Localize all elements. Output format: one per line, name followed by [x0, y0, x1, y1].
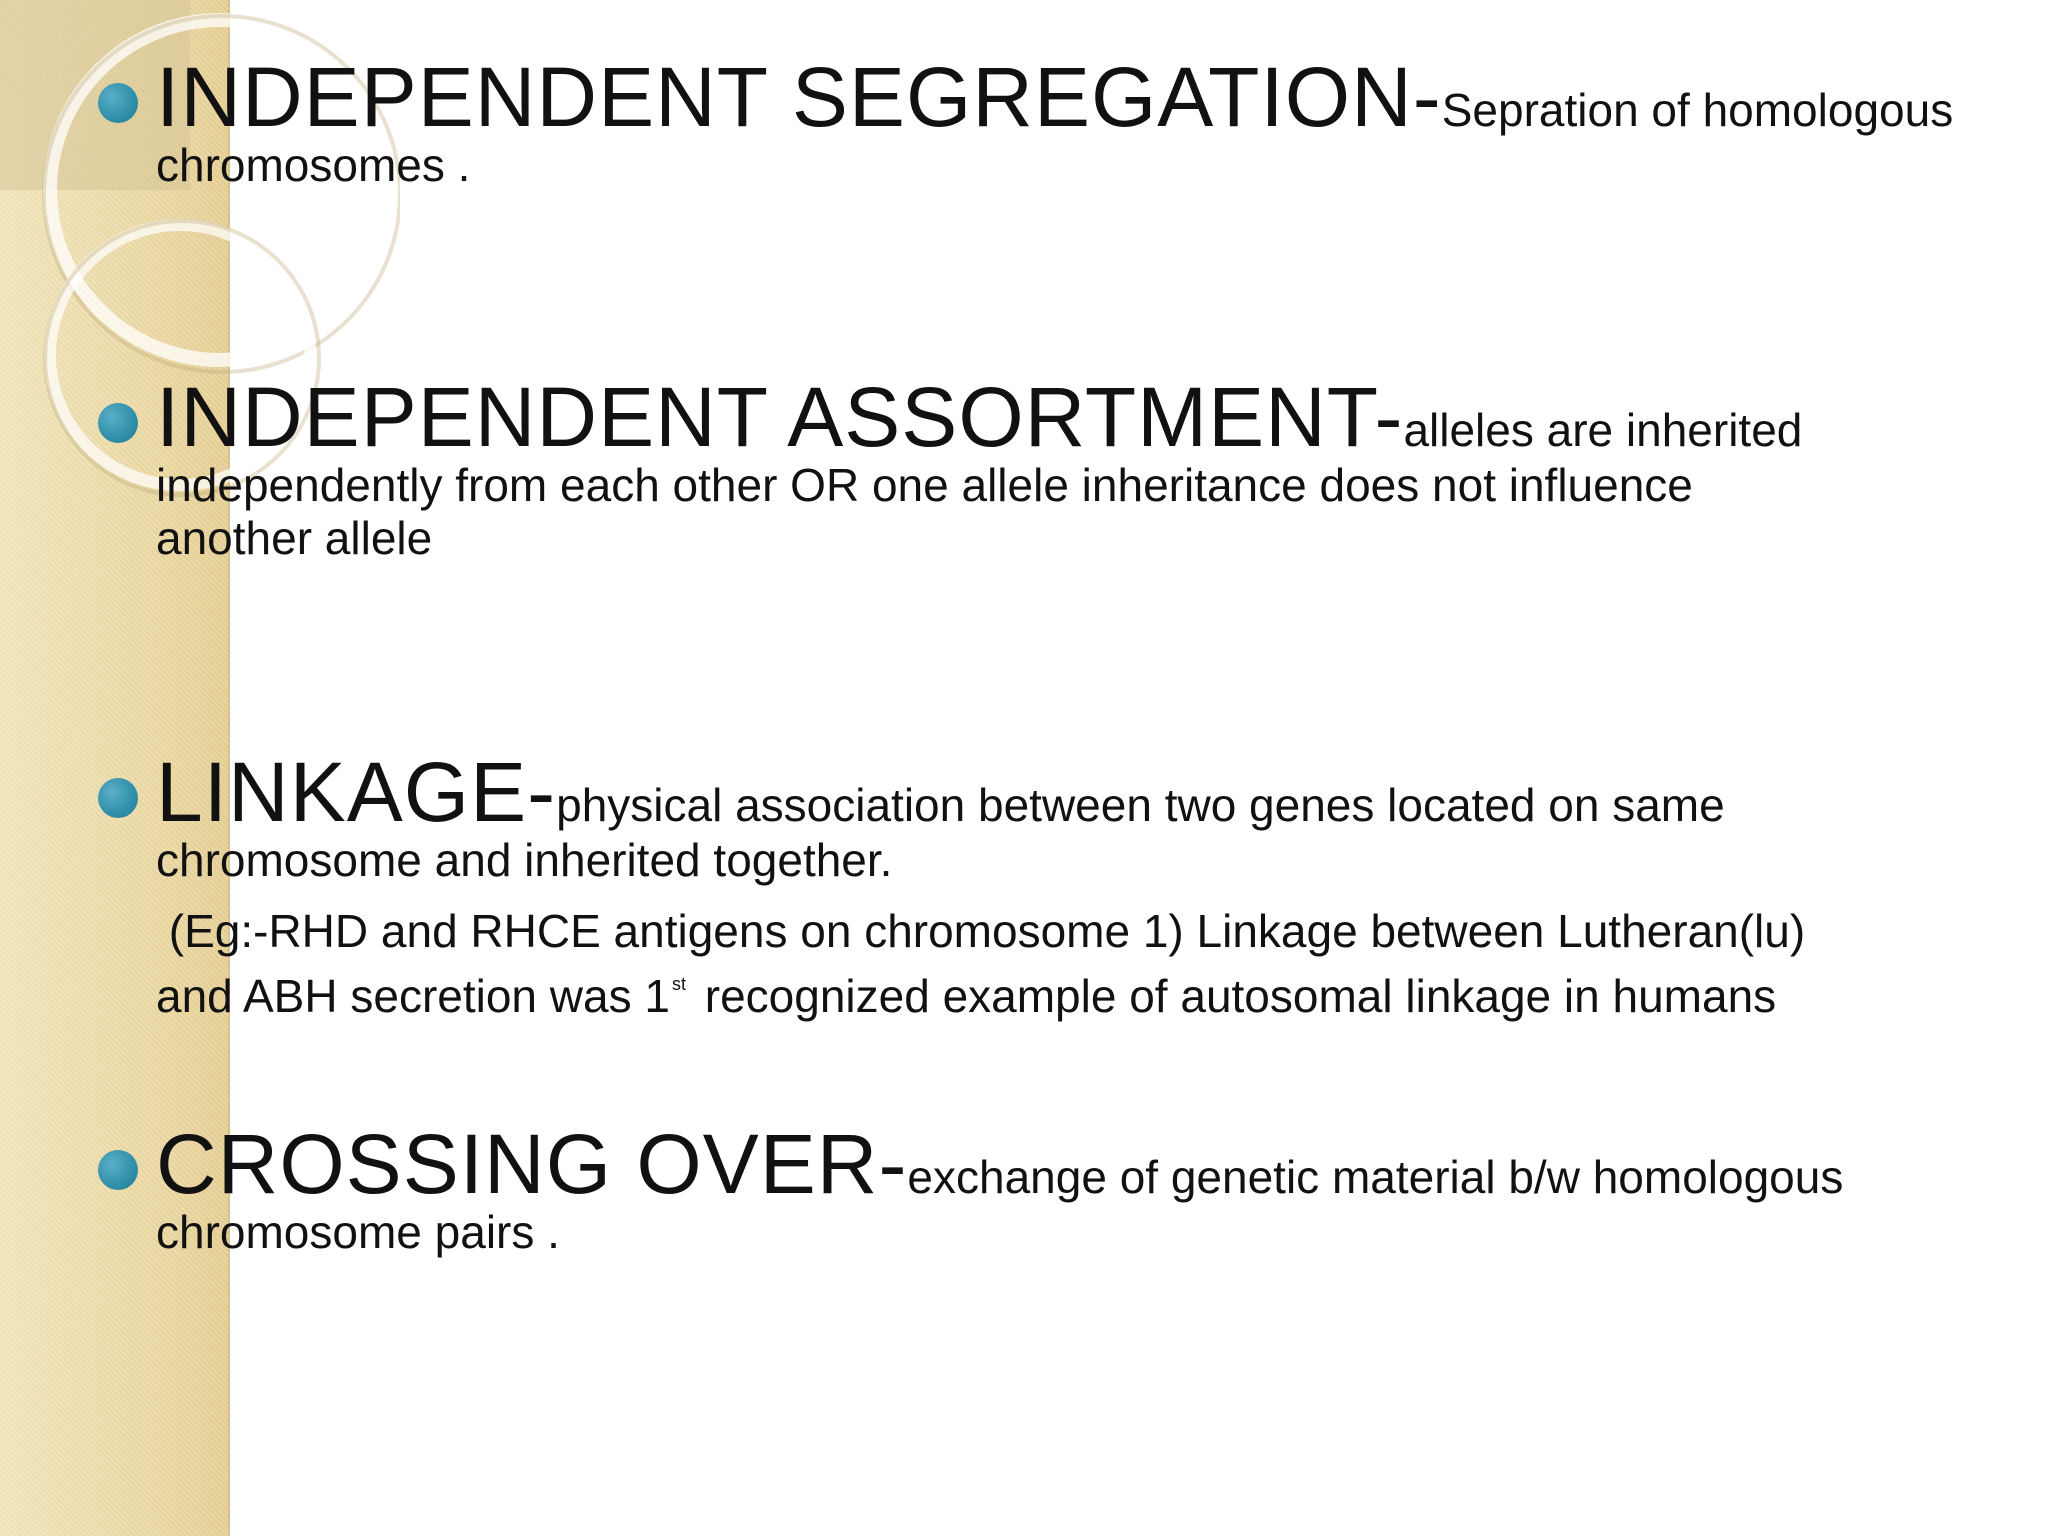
bullet-heading-line [156, 745, 1956, 839]
definition-continued: chromosome pairs . [156, 1206, 560, 1258]
definition-continued: chromosomes . [156, 139, 471, 191]
term: LINKAGE- [156, 745, 557, 839]
example-line [156, 958, 1956, 1023]
bullet-heading-line [156, 370, 1956, 464]
bullet-text [156, 745, 1956, 1023]
bullet-dot-icon [98, 403, 138, 443]
example-text: and ABH secretion was 1 [156, 970, 670, 1022]
example-line: (Eg:-RHD and RHCE antigens on chromosome 1) Linkage between Lutheran(lu) [156, 905, 1806, 957]
bullet-text [156, 1117, 1956, 1259]
definition-continued: independently from each other OR one allele inheritance does not influence [156, 459, 1693, 511]
definition-continued: chromosome and inherited together. [156, 834, 893, 886]
term: CROSSING OVER- [156, 1117, 908, 1211]
definition: Sepration of homologous [1441, 84, 1954, 136]
bullet-heading-line [156, 1117, 1956, 1211]
ordinal-superscript: st [671, 974, 686, 994]
definition: alleles are inherited [1403, 404, 1803, 456]
bullet-text [156, 370, 1956, 565]
term: INDEPENDENT SEGREGATION- [156, 50, 1442, 144]
example-text: recognized example of autosomal linkage in humans [691, 970, 1777, 1022]
term: INDEPENDENT ASSORTMENT- [156, 370, 1404, 464]
definition-continued: another allele [156, 512, 433, 564]
bullet-heading-line [156, 50, 1956, 144]
linkage-example-paragraph [156, 905, 1956, 1023]
bullet-text [156, 50, 1956, 192]
bullet-dot-icon [98, 778, 138, 818]
bullet-dot-icon [98, 83, 138, 123]
bullet-dot-icon [98, 1150, 138, 1190]
definition: physical association between two genes located on same [556, 779, 1725, 831]
definition: exchange of genetic material b/w homologous [907, 1151, 1844, 1203]
